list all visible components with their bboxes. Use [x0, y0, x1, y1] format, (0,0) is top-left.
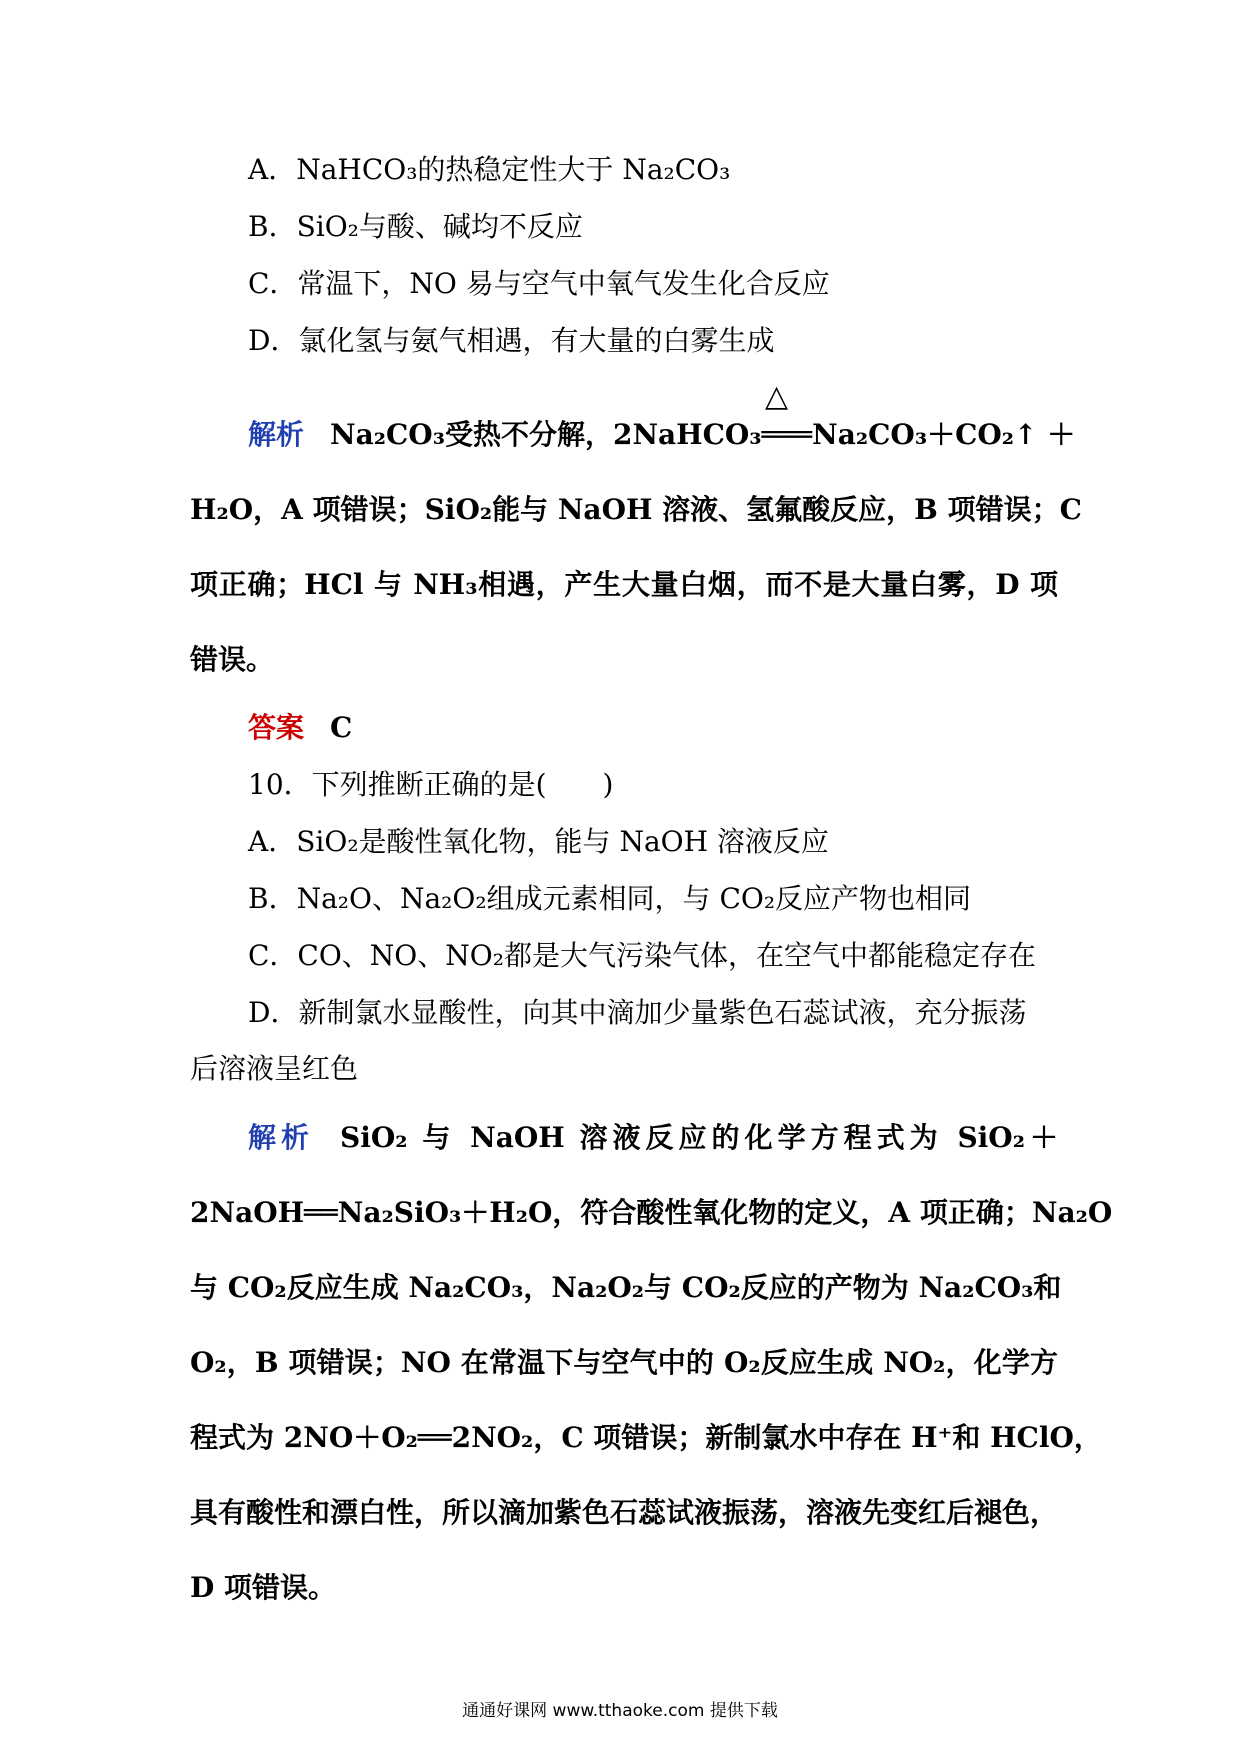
analysis-label: 解析	[248, 418, 305, 451]
analysis-label: 解析	[248, 1121, 315, 1154]
q9-answer	[248, 708, 352, 748]
q10-analysis-line-6: 具有酸性和漂白性，所以滴加紫色石蕊试液振荡，溶液先变红后褪色，	[190, 1496, 1059, 1529]
q9-analysis-text-1: Na₂CO₃受热不分解，2NaHCO₃═══Na₂CO₃＋CO₂↑ ＋	[330, 418, 1076, 451]
q10-option-d: D．新制氯水显酸性，向其中滴加少量紫色石蕊试液，充分振荡	[248, 996, 1027, 1029]
q10-analysis-text-1: SiO₂ 与 NaOH 溶液反应的化学方程式为 SiO₂＋	[340, 1121, 1058, 1154]
answer-label: 答案	[248, 711, 305, 744]
q10-analysis-line-2: 2NaOH══Na₂SiO₃＋H₂O，符合酸性氧化物的定义，A 项正确；Na₂O	[190, 1196, 1113, 1229]
q9-analysis-line-3: 项正确；HCl 与 NH₃相遇，产生大量白烟，而不是大量白雾，D 项	[190, 568, 1058, 601]
q10-stem: 10．下列推断正确的是( )	[248, 768, 614, 801]
q10-option-b: B．Na₂O、Na₂O₂组成元素相同，与 CO₂反应产物也相同	[248, 882, 972, 915]
q10-analysis-line-4: O₂，B 项错误；NO 在常温下与空气中的 O₂反应生成 NO₂，化学方	[190, 1346, 1058, 1379]
q10-analysis-line-7: D 项错误。	[190, 1571, 337, 1604]
q10-analysis-line-1	[248, 1118, 1058, 1158]
q10-analysis-line-3: 与 CO₂反应生成 Na₂CO₃，Na₂O₂与 CO₂反应的产物为 Na₂CO₃和	[190, 1271, 1062, 1304]
q9-analysis-line-2: H₂O，A 项错误；SiO₂能与 NaOH 溶液、氢氟酸反应，B 项错误；C	[190, 493, 1082, 526]
q10-option-c: C．CO、NO、NO₂都是大气污染气体，在空气中都能稳定存在	[248, 939, 1036, 972]
q10-analysis-line-5: 程式为 2NO＋O₂══2NO₂，C 项错误；新制氯水中存在 H⁺和 HClO，	[190, 1421, 1102, 1454]
heat-symbol: △	[765, 379, 789, 414]
q9-option-b: B．SiO₂与酸、碱均不反应	[248, 210, 583, 243]
q9-option-a: A．NaHCO₃的热稳定性大于 Na₂CO₃	[248, 153, 731, 186]
q9-analysis-line-1	[248, 415, 1075, 455]
answer-value: C	[330, 711, 353, 744]
q10-option-a: A．SiO₂是酸性氧化物，能与 NaOH 溶液反应	[248, 825, 829, 858]
q9-option-c: C．常温下，NO 易与空气中氧气发生化合反应	[248, 267, 830, 300]
q9-analysis-line-4: 错误。	[190, 643, 275, 676]
page-footer: 通通好课网 www.tthaoke.com 提供下载	[462, 1701, 778, 1721]
q9-option-d: D．氯化氢与氨气相遇，有大量的白雾生成	[248, 324, 775, 357]
q10-option-d-cont: 后溶液呈红色	[190, 1052, 359, 1085]
